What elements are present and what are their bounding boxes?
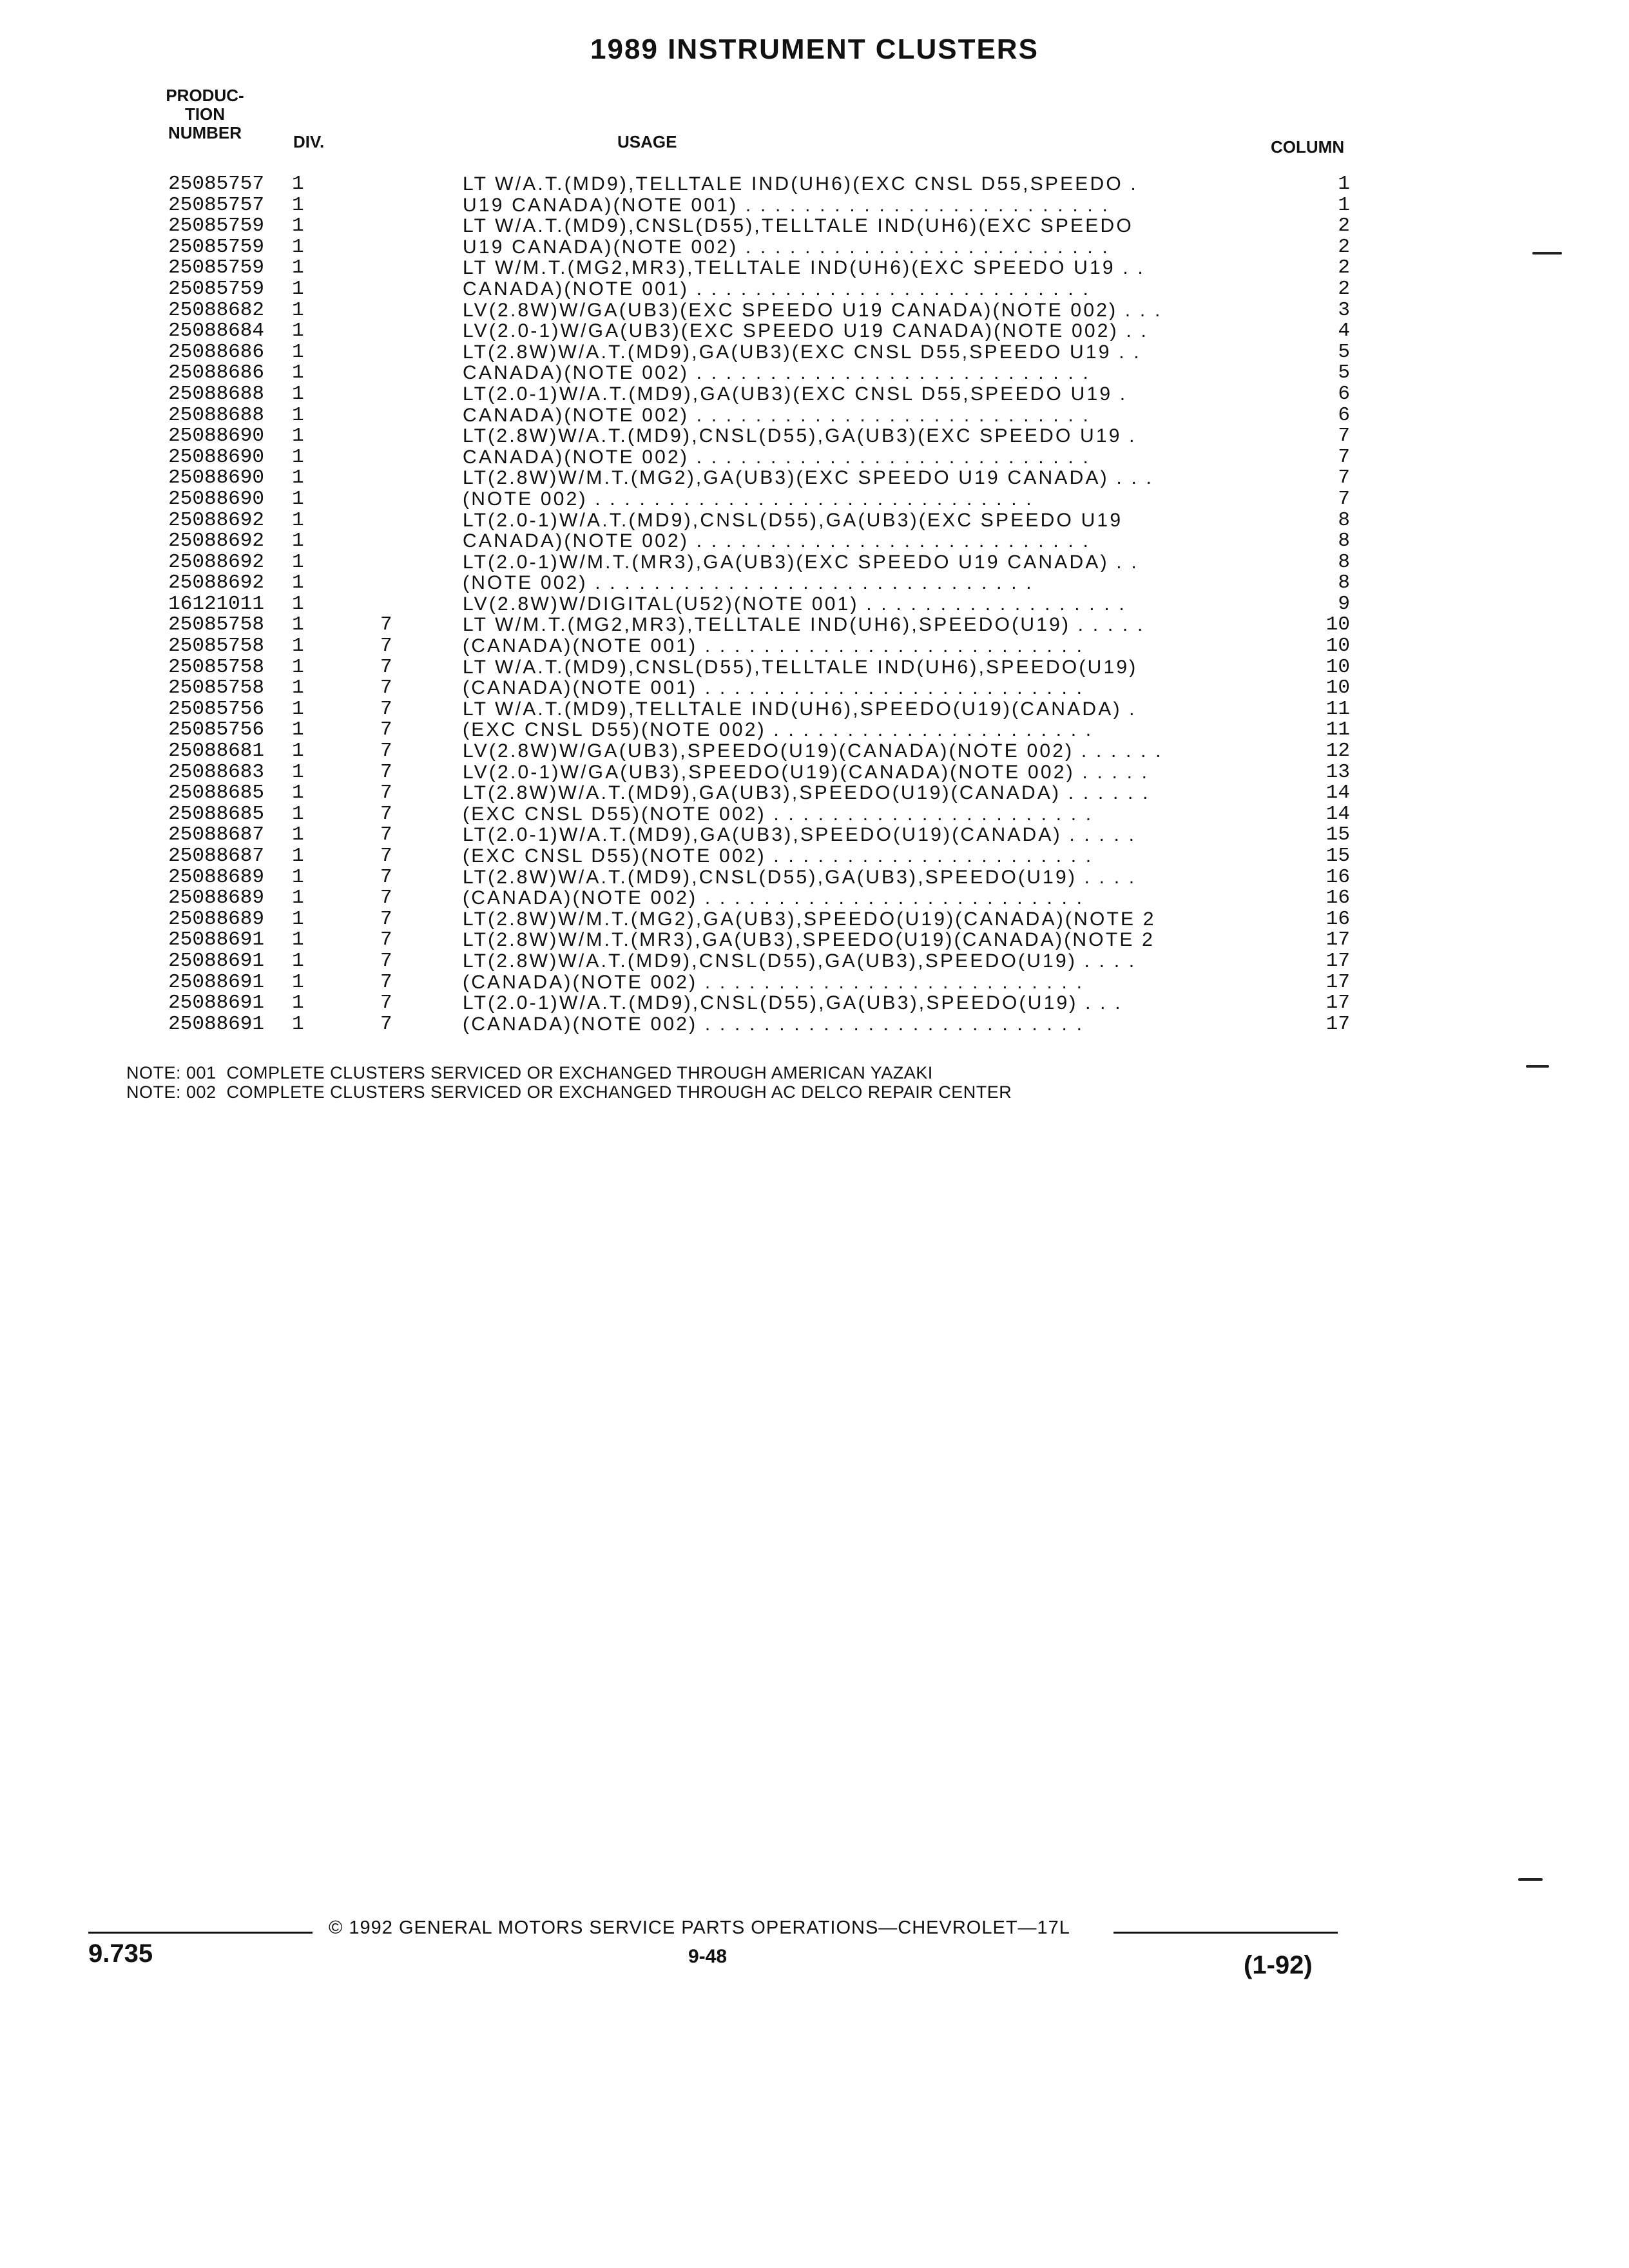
division: 1: [292, 845, 304, 867]
column-number: 7: [1338, 487, 1350, 510]
table-row: [0, 951, 1629, 972]
production-number: 25088686: [168, 361, 264, 385]
footer-rule-left: [88, 1932, 313, 1934]
column-number: 6: [1338, 382, 1350, 405]
column-number: 17: [1325, 970, 1350, 994]
table-row: [0, 993, 1629, 1014]
table-row: [0, 510, 1629, 532]
production-number: 25088687: [168, 823, 264, 847]
table-row: [0, 909, 1629, 930]
table-row: [0, 720, 1629, 741]
table-row: [0, 804, 1629, 825]
table-row: [0, 174, 1629, 195]
division: 1: [292, 928, 304, 952]
division: 1: [292, 425, 304, 448]
production-number: 25088686: [168, 340, 264, 363]
usage-text: (CANADA)(NOTE 001) . . . . . . . . . . . . . . . . . . . . . . . . . .: [463, 677, 1084, 699]
column-number: 8: [1338, 508, 1350, 532]
note-001: NOTE: 001 COMPLETE CLUSTERS SERVICED OR EXCHANGED THROUGH AMERICAN YAZAKI: [126, 1063, 933, 1082]
usage-text: LT(2.8W)W/M.T.(MG2),GA(UB3)(EXC SPEEDO U19 CANADA) . . .: [463, 467, 1154, 489]
production-number: 25088690: [168, 487, 264, 510]
division: 1: [292, 193, 304, 216]
division: 1: [292, 865, 304, 889]
column-number: 11: [1325, 697, 1350, 720]
table-row: [0, 762, 1629, 783]
production-number: 25088691: [168, 928, 264, 952]
table-row: [0, 426, 1629, 447]
production-number: 25085757: [168, 193, 264, 216]
division: 1: [292, 802, 304, 825]
note-002: NOTE: 002 COMPLETE CLUSTERS SERVICED OR EXCHANGED THROUGH AC DELCO REPAIR CENTER: [126, 1082, 1012, 1102]
column-number: 1: [1338, 193, 1350, 216]
sub-division: 7: [380, 907, 392, 930]
sub-division: 7: [380, 718, 392, 742]
table-row: [0, 1014, 1629, 1035]
usage-text: LT W/M.T.(MG2,MR3),TELLTALE IND(UH6)(EXC SPEEDO U19 . .: [463, 257, 1145, 279]
division: 1: [292, 215, 304, 238]
table-row: [0, 888, 1629, 909]
column-number: 17: [1325, 1012, 1350, 1035]
division: 1: [292, 361, 304, 385]
sub-division: 7: [380, 928, 392, 952]
table-row: [0, 531, 1629, 552]
table-row: [0, 699, 1629, 720]
division: 1: [292, 677, 304, 700]
sub-division: 7: [380, 865, 392, 889]
division: 1: [292, 320, 304, 343]
table-row: [0, 258, 1629, 279]
table-row: [0, 321, 1629, 342]
table-row: [0, 363, 1629, 384]
usage-text: LT(2.0-1)W/A.T.(MD9),GA(UB3)(EXC CNSL D55,SPEEDO U19 .: [463, 383, 1128, 405]
table-row: [0, 783, 1629, 804]
table-row: [0, 594, 1629, 615]
column-number: 2: [1338, 215, 1350, 238]
column-number: 7: [1338, 466, 1350, 490]
usage-text: (CANADA)(NOTE 001) . . . . . . . . . . . . . . . . . . . . . . . . . .: [463, 635, 1084, 657]
column-number: 14: [1325, 802, 1350, 825]
column-number: 15: [1325, 845, 1350, 867]
margin-mark: [1526, 1065, 1549, 1068]
sub-division: 7: [380, 655, 392, 678]
table-row: [0, 930, 1629, 951]
division: 1: [292, 445, 304, 468]
division: 1: [292, 592, 304, 615]
division: 1: [292, 635, 304, 658]
usage-text: LT W/A.T.(MD9),CNSL(D55),TELLTALE IND(UH6),SPEEDO(U19): [463, 656, 1138, 678]
column-number: 10: [1325, 655, 1350, 678]
table-row: [0, 489, 1629, 510]
column-number: 13: [1325, 760, 1350, 783]
usage-text: (EXC CNSL D55)(NOTE 002) . . . . . . . . . . . . . . . . . . . . . .: [463, 803, 1094, 825]
production-number: 25085758: [168, 635, 264, 658]
production-number: 25088692: [168, 530, 264, 553]
division: 1: [292, 487, 304, 510]
usage-text: LV(2.0-1)W/GA(UB3),SPEEDO(U19)(CANADA)(NOTE 002) . . . . .: [463, 761, 1150, 783]
production-number: 25088682: [168, 298, 264, 322]
production-number: 25085758: [168, 613, 264, 637]
table-row: [0, 678, 1629, 699]
division: 1: [292, 613, 304, 637]
production-number: 25088688: [168, 403, 264, 427]
production-number: 25088683: [168, 760, 264, 783]
production-number: 25088691: [168, 970, 264, 994]
column-number: 17: [1325, 949, 1350, 972]
usage-text: LT W/M.T.(MG2,MR3),TELLTALE IND(UH6),SPEEDO(U19) . . . . .: [463, 614, 1145, 636]
usage-text: LT(2.8W)W/A.T.(MD9),GA(UB3),SPEEDO(U19)(CANADA) . . . . . .: [463, 782, 1150, 804]
division: 1: [292, 887, 304, 910]
usage-text: LT(2.0-1)W/A.T.(MD9),GA(UB3),SPEEDO(U19)(CANADA) . . . . .: [463, 824, 1137, 846]
column-number: 16: [1325, 907, 1350, 930]
table-row: [0, 741, 1629, 762]
production-number: 25088691: [168, 1012, 264, 1035]
table-row: [0, 657, 1629, 678]
column-number: 11: [1325, 718, 1350, 742]
division: 1: [292, 907, 304, 930]
usage-text: LT(2.8W)W/A.T.(MD9),CNSL(D55),GA(UB3),SPEEDO(U19) . . . .: [463, 866, 1137, 888]
usage-text: (CANADA)(NOTE 002) . . . . . . . . . . . . . . . . . . . . . . . . . .: [463, 887, 1084, 909]
division: 1: [292, 298, 304, 322]
production-number: 25085759: [168, 256, 264, 280]
production-number: 25088690: [168, 445, 264, 468]
column-number: 6: [1338, 403, 1350, 427]
revision-date: (1-92): [1244, 1951, 1313, 1979]
production-number: 25085757: [168, 173, 264, 195]
table-row: [0, 867, 1629, 889]
page-title: 1989 INSTRUMENT CLUSTERS: [590, 34, 1039, 65]
production-header-line1: PRODUC-: [166, 86, 244, 105]
table-row: [0, 405, 1629, 427]
sub-division: 7: [380, 677, 392, 700]
division: 1: [292, 697, 304, 720]
table-row: [0, 552, 1629, 573]
column-number: 15: [1325, 823, 1350, 847]
column-number: 17: [1325, 928, 1350, 952]
sub-division: 7: [380, 1012, 392, 1035]
division: 1: [292, 235, 304, 258]
division: 1: [292, 655, 304, 678]
copyright-text: © 1992 GENERAL MOTORS SERVICE PARTS OPERATIONS—CHEVROLET—17L: [329, 1917, 1070, 1938]
margin-mark: [1532, 252, 1562, 255]
table-row: [0, 615, 1629, 636]
usage-text: LT(2.8W)W/A.T.(MD9),CNSL(D55),GA(UB3),SPEEDO(U19) . . . .: [463, 950, 1137, 972]
column-number: 2: [1338, 256, 1350, 280]
sub-division: 7: [380, 697, 392, 720]
margin-mark: [1518, 1878, 1543, 1881]
production-number: 25088689: [168, 865, 264, 889]
production-number: 25088690: [168, 425, 264, 448]
division: 1: [292, 508, 304, 532]
division: 1: [292, 530, 304, 553]
table-row: [0, 573, 1629, 594]
usage-text: LV(2.8W)W/DIGITAL(U52)(NOTE 001) . . . . . . . . . . . . . . . . . .: [463, 593, 1126, 615]
column-number: 17: [1325, 992, 1350, 1015]
table-row: [0, 972, 1629, 994]
production-number-header: [157, 86, 253, 142]
usage-text: (NOTE 002) . . . . . . . . . . . . . . . . . . . . . . . . . . . . . .: [463, 488, 1034, 510]
production-number: 25085758: [168, 677, 264, 700]
column-number: 5: [1338, 340, 1350, 363]
division: 1: [292, 992, 304, 1015]
footer-rule-right: [1113, 1932, 1338, 1934]
parts-table: [0, 174, 1629, 1035]
usage-text: LT W/A.T.(MD9),CNSL(D55),TELLTALE IND(UH6)(EXC SPEEDO: [463, 215, 1133, 237]
production-number: 25088685: [168, 802, 264, 825]
production-number: 25088684: [168, 320, 264, 343]
column-number: 8: [1338, 550, 1350, 573]
usage-text: CANADA)(NOTE 002) . . . . . . . . . . . . . . . . . . . . . . . . . . .: [463, 530, 1091, 552]
usage-text: (CANADA)(NOTE 002) . . . . . . . . . . . . . . . . . . . . . . . . . .: [463, 971, 1084, 993]
division: 1: [292, 466, 304, 490]
column-number: 4: [1338, 320, 1350, 343]
column-number: 8: [1338, 530, 1350, 553]
usage-text: CANADA)(NOTE 001) . . . . . . . . . . . . . . . . . . . . . . . . . . .: [463, 278, 1091, 300]
production-header-line2: TION: [184, 104, 226, 124]
production-number: 25088692: [168, 572, 264, 595]
column-number: 2: [1338, 277, 1350, 300]
division: 1: [292, 173, 304, 195]
column-number: 10: [1325, 677, 1350, 700]
usage-text: LT(2.8W)W/A.T.(MD9),GA(UB3)(EXC CNSL D55,SPEEDO U19 . .: [463, 341, 1141, 363]
production-number: 25088689: [168, 887, 264, 910]
division: 1: [292, 718, 304, 742]
usage-text: CANADA)(NOTE 002) . . . . . . . . . . . . . . . . . . . . . . . . . . .: [463, 446, 1091, 468]
column-header: COLUMN: [1271, 137, 1345, 157]
division: 1: [292, 340, 304, 363]
division: 1: [292, 1012, 304, 1035]
column-number: 10: [1325, 613, 1350, 637]
production-number: 25088691: [168, 949, 264, 972]
usage-text: LT W/A.T.(MD9),TELLTALE IND(UH6)(EXC CNSL D55,SPEEDO .: [463, 173, 1138, 195]
page-number: 9-48: [688, 1946, 728, 1967]
column-number: 12: [1325, 740, 1350, 763]
column-number: 1: [1338, 173, 1350, 195]
page-id: 9.735: [88, 1939, 153, 1968]
production-header-line3: NUMBER: [168, 123, 242, 142]
column-number: 2: [1338, 235, 1350, 258]
usage-text: U19 CANADA)(NOTE 002) . . . . . . . . . . . . . . . . . . . . . . . . .: [463, 236, 1110, 258]
production-number: 25085759: [168, 277, 264, 300]
production-number: 16121011: [168, 592, 264, 615]
sub-division: 7: [380, 970, 392, 994]
table-row: [0, 384, 1629, 405]
production-number: 25088692: [168, 508, 264, 532]
sub-division: 7: [380, 949, 392, 972]
division: 1: [292, 277, 304, 300]
sub-division: 7: [380, 760, 392, 783]
table-row: [0, 195, 1629, 216]
table-row: [0, 342, 1629, 363]
usage-text: LT(2.0-1)W/A.T.(MD9),CNSL(D55),GA(UB3)(EXC SPEEDO U19: [463, 509, 1123, 531]
division: 1: [292, 970, 304, 994]
division: 1: [292, 382, 304, 405]
production-number: 25088690: [168, 466, 264, 490]
division: 1: [292, 740, 304, 763]
production-number: 25085756: [168, 697, 264, 720]
production-number: 25088689: [168, 907, 264, 930]
division: 1: [292, 256, 304, 280]
table-row: [0, 636, 1629, 657]
usage-header: USAGE: [617, 132, 677, 151]
table-row: [0, 279, 1629, 300]
column-number: 9: [1338, 592, 1350, 615]
table-row: [0, 468, 1629, 489]
sub-division: 7: [380, 613, 392, 637]
usage-text: LT(2.8W)W/M.T.(MR3),GA(UB3),SPEEDO(U19)(CANADA)(NOTE 2: [463, 929, 1155, 951]
production-number: 25088692: [168, 550, 264, 573]
table-row: [0, 237, 1629, 258]
usage-text: LT(2.0-1)W/M.T.(MR3),GA(UB3)(EXC SPEEDO U19 CANADA) . .: [463, 551, 1139, 573]
usage-text: (CANADA)(NOTE 002) . . . . . . . . . . . . . . . . . . . . . . . . . .: [463, 1013, 1084, 1035]
column-number: 16: [1325, 887, 1350, 910]
production-number: 25088687: [168, 845, 264, 867]
sub-division: 7: [380, 635, 392, 658]
column-number: 8: [1338, 572, 1350, 595]
usage-text: CANADA)(NOTE 002) . . . . . . . . . . . . . . . . . . . . . . . . . . .: [463, 404, 1091, 426]
production-number: 25085759: [168, 235, 264, 258]
production-number: 25085756: [168, 718, 264, 742]
usage-text: (EXC CNSL D55)(NOTE 002) . . . . . . . . . . . . . . . . . . . . . .: [463, 845, 1094, 867]
division: 1: [292, 550, 304, 573]
production-number: 25088688: [168, 382, 264, 405]
column-number: 14: [1325, 782, 1350, 805]
sub-division: 7: [380, 802, 392, 825]
division: 1: [292, 949, 304, 972]
sub-division: 7: [380, 992, 392, 1015]
column-number: 5: [1338, 361, 1350, 385]
division: 1: [292, 572, 304, 595]
production-number: 25088681: [168, 740, 264, 763]
table-row: [0, 300, 1629, 322]
usage-text: LV(2.0-1)W/GA(UB3)(EXC SPEEDO U19 CANADA)(NOTE 002) . .: [463, 320, 1148, 342]
division: 1: [292, 760, 304, 783]
div-header: DIV.: [293, 132, 325, 151]
usage-text: U19 CANADA)(NOTE 001) . . . . . . . . . . . . . . . . . . . . . . . . .: [463, 194, 1110, 216]
notes-section: [126, 1063, 1012, 1102]
table-row: [0, 447, 1629, 468]
usage-text: LT W/A.T.(MD9),TELLTALE IND(UH6),SPEEDO(U19)(CANADA) .: [463, 698, 1137, 720]
sub-division: 7: [380, 740, 392, 763]
table-row: [0, 825, 1629, 846]
sub-division: 7: [380, 823, 392, 847]
column-number: 7: [1338, 445, 1350, 468]
usage-text: LT(2.0-1)W/A.T.(MD9),CNSL(D55),GA(UB3),SPEEDO(U19) . . .: [463, 992, 1123, 1014]
division: 1: [292, 823, 304, 847]
column-number: 16: [1325, 865, 1350, 889]
usage-text: (NOTE 002) . . . . . . . . . . . . . . . . . . . . . . . . . . . . . .: [463, 572, 1034, 594]
division: 1: [292, 782, 304, 805]
column-number: 7: [1338, 425, 1350, 448]
usage-text: CANADA)(NOTE 002) . . . . . . . . . . . . . . . . . . . . . . . . . . .: [463, 362, 1091, 384]
sub-division: 7: [380, 845, 392, 867]
usage-text: (EXC CNSL D55)(NOTE 002) . . . . . . . . . . . . . . . . . . . . . .: [463, 719, 1094, 741]
production-number: 25088685: [168, 782, 264, 805]
usage-text: LT(2.8W)W/A.T.(MD9),CNSL(D55),GA(UB3)(EXC SPEEDO U19 .: [463, 425, 1137, 447]
division: 1: [292, 403, 304, 427]
sub-division: 7: [380, 887, 392, 910]
table-row: [0, 846, 1629, 867]
table-row: [0, 216, 1629, 237]
column-number: 3: [1338, 298, 1350, 322]
usage-text: LV(2.8W)W/GA(UB3)(EXC SPEEDO U19 CANADA)(NOTE 002) . . .: [463, 299, 1162, 321]
production-number: 25085759: [168, 215, 264, 238]
sub-division: 7: [380, 782, 392, 805]
production-number: 25088691: [168, 992, 264, 1015]
usage-text: LV(2.8W)W/GA(UB3),SPEEDO(U19)(CANADA)(NOTE 002) . . . . . .: [463, 740, 1163, 762]
production-number: 25085758: [168, 655, 264, 678]
column-number: 10: [1325, 635, 1350, 658]
usage-text: LT(2.8W)W/M.T.(MG2),GA(UB3),SPEEDO(U19)(CANADA)(NOTE 2: [463, 908, 1156, 930]
